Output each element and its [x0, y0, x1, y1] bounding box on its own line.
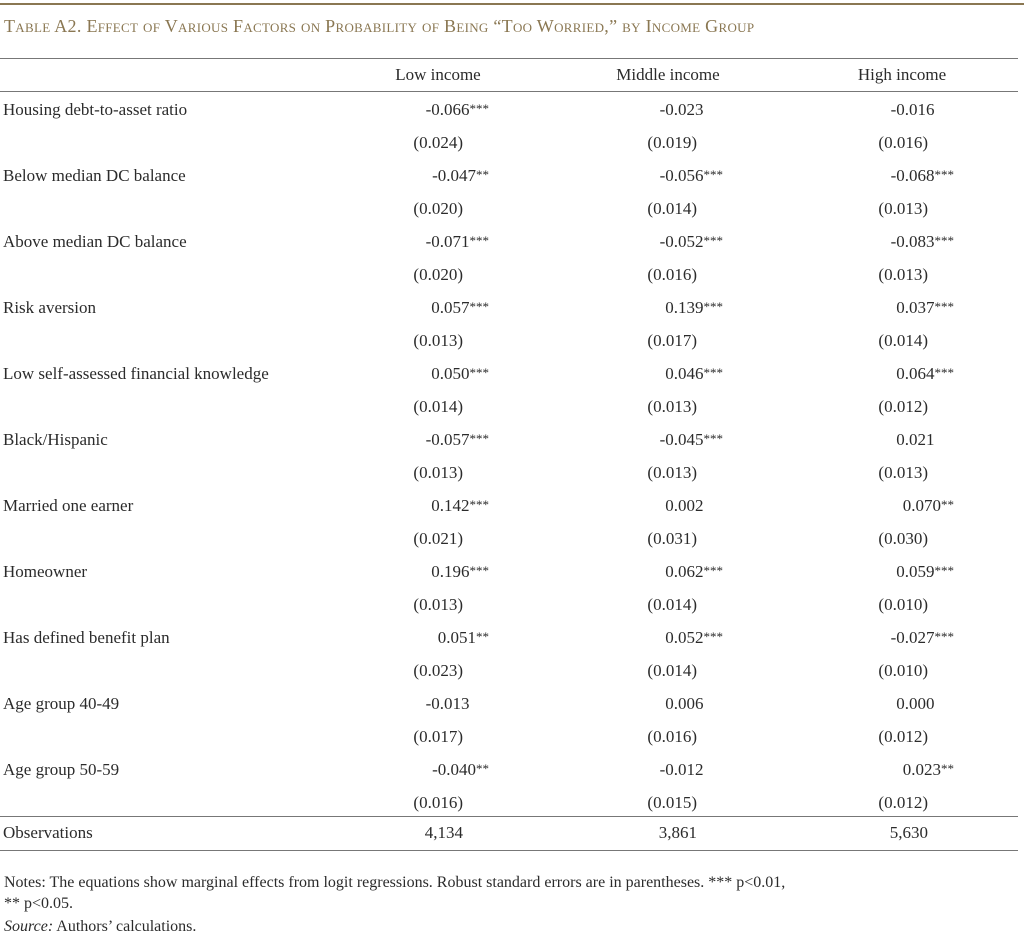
standard-error-row: [0, 126, 1018, 160]
significance-stars: **: [941, 497, 954, 512]
standard-error-row: [0, 522, 1018, 556]
standard-error-cell: (0.013): [878, 199, 928, 218]
standard-error-row: [0, 654, 1018, 688]
coefficient-cell: 0.021: [896, 430, 935, 449]
standard-error-cell: (0.012): [878, 727, 928, 746]
standard-error-cell: (0.017): [413, 727, 463, 746]
significance-stars: ***: [469, 431, 489, 446]
standard-error-cell: (0.016): [413, 793, 463, 812]
row-label: Above median DC balance: [3, 232, 187, 251]
standard-error-cell: (0.010): [878, 661, 928, 680]
standard-error-cell: (0.015): [647, 793, 697, 812]
coefficient-cell: -0.068***: [890, 166, 954, 185]
row-label: Has defined benefit plan: [3, 628, 170, 647]
coefficient-cell: -0.045***: [659, 430, 723, 449]
row-label: Risk aversion: [3, 298, 97, 317]
coefficient-cell: -0.057***: [425, 430, 489, 449]
standard-error-cell: (0.012): [878, 793, 928, 812]
standard-error-cell: (0.014): [647, 199, 697, 218]
standard-error-cell: (0.014): [647, 661, 697, 680]
coefficient-cell: -0.023: [659, 100, 704, 119]
coefficient-cell: 0.052***: [665, 628, 723, 647]
column-header-low-income: Low income: [395, 65, 481, 84]
standard-error-cell: (0.017): [647, 331, 697, 350]
significance-stars: **: [476, 167, 489, 182]
row-label: Homeowner: [3, 562, 88, 581]
significance-stars: ***: [469, 299, 489, 314]
standard-error-cell: (0.024): [413, 133, 463, 152]
standard-error-row: [0, 324, 1018, 358]
coefficient-cell: 0.139***: [665, 298, 723, 317]
standard-error-cell: (0.013): [647, 463, 697, 482]
coefficient-cell: 0.050***: [431, 364, 489, 383]
coefficient-cell: 0.064***: [896, 364, 954, 383]
standard-error-cell: (0.019): [647, 133, 697, 152]
standard-error-cell: (0.023): [413, 661, 463, 680]
significance-stars: ***: [703, 629, 723, 644]
observations-row: [0, 816, 1018, 850]
coefficient-cell: -0.013: [425, 694, 470, 713]
significance-stars: ***: [469, 233, 489, 248]
row-label: Housing debt-to-asset ratio: [3, 100, 188, 119]
coefficient-cell: 0.046***: [665, 364, 723, 383]
significance-stars: **: [476, 761, 489, 776]
significance-stars: ***: [703, 365, 723, 380]
observations-label: Observations: [3, 823, 93, 842]
coefficient-cell: -0.083***: [890, 232, 954, 251]
significance-stars: ***: [934, 233, 954, 248]
coefficient-row: [0, 93, 1018, 127]
row-label: Black/Hispanic: [3, 430, 108, 449]
coefficient-row: [0, 159, 1018, 193]
coefficient-cell: -0.012: [659, 760, 704, 779]
table-source: [4, 916, 196, 937]
coefficient-cell: 0.057***: [431, 298, 489, 317]
coefficient-cell: -0.027***: [890, 628, 954, 647]
standard-error-cell: (0.014): [413, 397, 463, 416]
standard-error-cell: (0.016): [878, 133, 928, 152]
standard-error-row: [0, 192, 1018, 226]
standard-error-cell: (0.031): [647, 529, 697, 548]
significance-stars: ***: [469, 497, 489, 512]
coefficient-cell: 0.070**: [902, 496, 954, 515]
standard-error-cell: (0.010): [878, 595, 928, 614]
coefficient-row: [0, 555, 1018, 589]
standard-error-cell: (0.020): [413, 199, 463, 218]
coefficient-cell: -0.047**: [432, 166, 489, 185]
standard-error-cell: (0.014): [878, 331, 928, 350]
significance-stars: ***: [703, 299, 723, 314]
coefficient-cell: -0.071***: [425, 232, 489, 251]
significance-stars: ***: [703, 431, 723, 446]
row-label: Married one earner: [3, 496, 134, 515]
column-header-middle-income: Middle income: [616, 65, 720, 84]
coefficient-cell: 0.059***: [896, 562, 954, 581]
coefficient-cell: 0.023**: [902, 760, 954, 779]
coefficient-cell: 0.142***: [431, 496, 489, 515]
standard-error-cell: (0.013): [413, 331, 463, 350]
standard-error-cell: (0.030): [878, 529, 928, 548]
standard-error-cell: (0.021): [413, 529, 463, 548]
significance-stars: ***: [934, 299, 954, 314]
source-text: Authors’ calculations.: [53, 918, 197, 935]
row-label: Low self-assessed financial knowledge: [3, 364, 269, 383]
coefficient-row: [0, 423, 1018, 457]
coefficient-row: [0, 621, 1018, 655]
standard-error-row: [0, 390, 1018, 424]
standard-error-cell: (0.014): [647, 595, 697, 614]
significance-stars: ***: [469, 101, 489, 116]
standard-error-row: [0, 786, 1018, 820]
coefficient-row: [0, 753, 1018, 787]
coefficient-cell: -0.016: [890, 100, 935, 119]
standard-error-cell: (0.013): [878, 265, 928, 284]
significance-stars: ***: [934, 629, 954, 644]
standard-error-row: [0, 588, 1018, 622]
row-label: Below median DC balance: [3, 166, 186, 185]
observations-low-income: 4,134: [424, 823, 463, 842]
coefficient-cell: -0.056***: [659, 166, 723, 185]
coefficient-cell: 0.037***: [896, 298, 954, 317]
standard-error-cell: (0.013): [413, 463, 463, 482]
coefficient-cell: 0.000: [896, 694, 935, 713]
significance-stars: **: [476, 629, 489, 644]
coefficient-cell: 0.051**: [437, 628, 489, 647]
header-bottom-rule: [0, 91, 1018, 92]
coefficient-cell: 0.006: [665, 694, 704, 713]
coefficient-row: [0, 489, 1018, 523]
coefficient-row: [0, 687, 1018, 721]
significance-stars: ***: [469, 563, 489, 578]
coefficient-row: [0, 357, 1018, 391]
source-label: Source:: [4, 918, 54, 935]
coefficient-row: [0, 291, 1018, 325]
table-notes: [4, 872, 1019, 914]
coefficient-cell: -0.066***: [425, 100, 489, 119]
standard-error-row: [0, 720, 1018, 754]
table-bottom-rule: [0, 850, 1018, 851]
standard-error-cell: (0.012): [878, 397, 928, 416]
standard-error-cell: (0.016): [647, 265, 697, 284]
row-label: Age group 50-59: [3, 760, 120, 779]
coefficient-cell: -0.052***: [659, 232, 723, 251]
observations-middle-income: 3,861: [658, 823, 697, 842]
coefficient-cell: 0.002: [665, 496, 704, 515]
standard-error-cell: (0.020): [413, 265, 463, 284]
significance-stars: ***: [934, 563, 954, 578]
coefficient-cell: 0.062***: [665, 562, 723, 581]
table-title: Table A2. Effect of Various Factors on Probability of Being “Too Worried,” by Income Group: [4, 16, 755, 36]
coefficient-cell: 0.196***: [431, 562, 489, 581]
standard-error-row: [0, 258, 1018, 292]
standard-error-cell: (0.013): [413, 595, 463, 614]
coefficient-row: [0, 225, 1018, 259]
observations-high-income: 5,630: [889, 823, 928, 842]
significance-stars: ***: [703, 233, 723, 248]
standard-error-cell: (0.013): [647, 397, 697, 416]
significance-stars: ***: [934, 167, 954, 182]
standard-error-cell: (0.013): [878, 463, 928, 482]
significance-stars: ***: [934, 365, 954, 380]
top-accent-rule: [0, 3, 1024, 5]
significance-stars: ***: [703, 167, 723, 182]
column-header-high-income: High income: [857, 65, 947, 84]
significance-stars: **: [941, 761, 954, 776]
standard-error-cell: (0.016): [647, 727, 697, 746]
coefficient-cell: -0.040**: [432, 760, 489, 779]
notes-line-2: ** p<0.05.: [4, 895, 74, 912]
notes-line-1: Notes: The equations show marginal effects from logit regressions. Robust standard errors are in parentheses. *** p<0.01,: [4, 874, 786, 891]
significance-stars: ***: [469, 365, 489, 380]
significance-stars: ***: [703, 563, 723, 578]
column-header-row: [0, 58, 1018, 92]
standard-error-row: [0, 456, 1018, 490]
row-label: Age group 40-49: [3, 694, 120, 713]
